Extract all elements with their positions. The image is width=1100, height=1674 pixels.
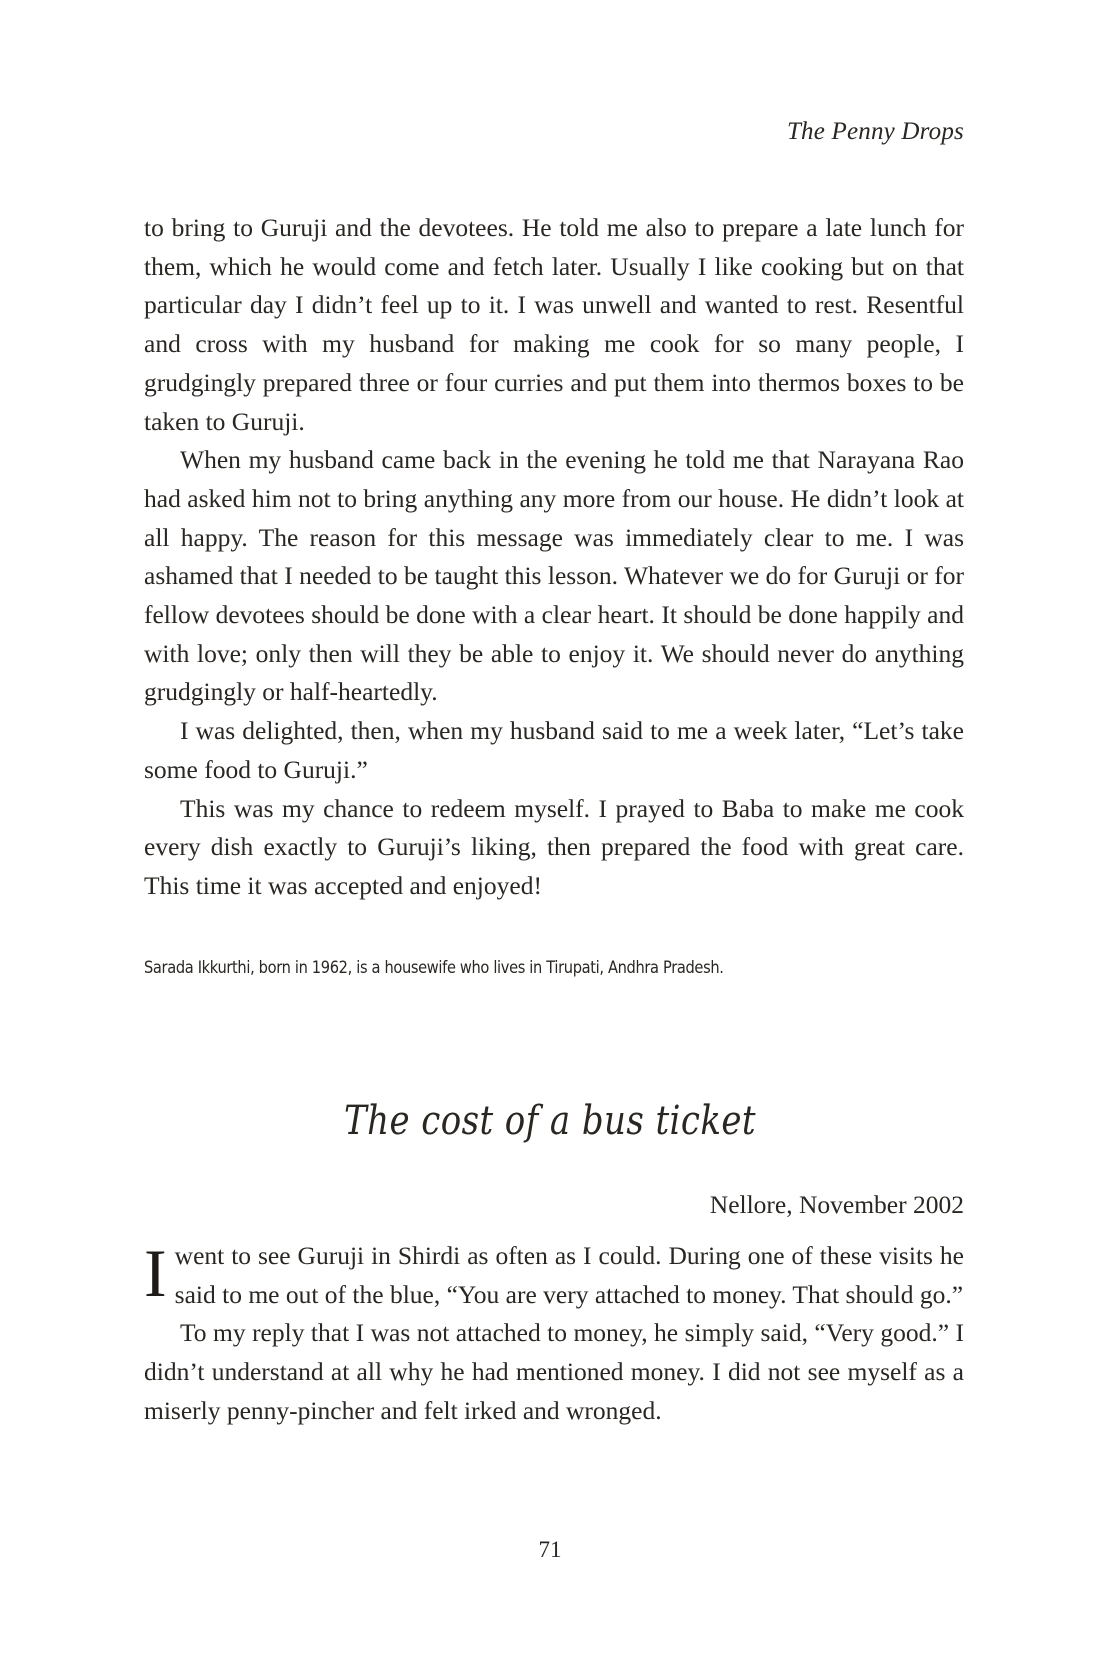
paragraph: To my reply that I was not attached to money, he simply said, “Very good.” I didn’t understand at all why he had mentioned money. I did not see myself as a miserly penny-pincher and felt irked and wronged. [144, 1318, 964, 1425]
second-story-body [144, 1237, 964, 1431]
paragraph: to bring to Guruji and the devotees. He told me also to prepare a late lunch for them, which he would come and fetch later. Usually I like cooking but on that particular day I didn’t feel up to it. I was unwell and wanted to rest. Resentful and cross with my husband for making me cook for so many people, I grudgingly prepared three or four curries and put them into thermos boxes to be taken to Guruji. [144, 213, 964, 436]
first-story-body [144, 209, 964, 906]
story-dateline: Nellore, November 2002 [709, 1190, 964, 1219]
paragraph [144, 1237, 964, 1314]
author-bio: Sarada Ikkurthi, born in 1962, is a housewife who lives in Tirupati, Andhra Pradesh. [144, 958, 724, 978]
paragraph: When my husband came back in the evening he told me that Narayana Rao had asked him not to bring anything any more from our house. He didn’t look at all happy. The reason for this message was immediately clear to me. I was ashamed that I needed to be taught this lesson. Whatever we do for Guruji or for fellow devotees should be done with a clear heart. It should be done happily and with love; only then will they be able to enjoy it. We should never do anything grudgingly or half-heartedly. [144, 445, 964, 707]
drop-cap: I [144, 1235, 167, 1311]
running-head: The Penny Drops [786, 118, 964, 145]
paragraph: I was delighted, then, when my husband said to me a week later, “Let’s take some food to Guruji.” [144, 716, 964, 784]
story-title: The cost of a bus ticket [344, 1098, 756, 1144]
paragraph: This was my chance to redeem myself. I prayed to Baba to make me cook every dish exactly to Guruji’s liking, then prepared the food with great care. This time it was accepted and enjoyed! [144, 793, 964, 900]
page-number: 71 [538, 1537, 562, 1562]
paragraph-text: went to see Guruji in Shirdi as often as I could. During one of these visits he said to me out of the blue, “You are very attached to money. That should go.” [174, 1241, 964, 1309]
